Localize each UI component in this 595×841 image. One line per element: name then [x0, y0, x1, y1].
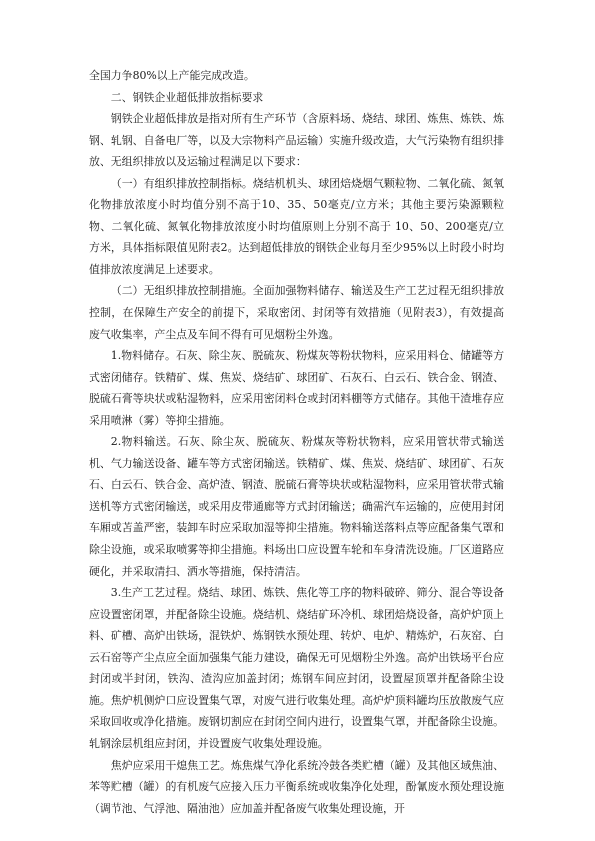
paragraph-organized-emission: （一）有组织排放控制指标。烧结机机头、球团焙烧烟气颗粒物、二氧化硫、氮氧化物排放浓度小时均值分别不高于10、35、50毫克/立方米；其他主要污染源颗粒物、二氧化硫、氮氧化物排放浓度小时均值原则上分别不高于 10、50、200毫克/立方米，具体指标限值见附表2。达到超低排放的钢铁企业每月至少95%以上时段小时均值排放浓度满足上述要求。: [89, 176, 504, 276]
paragraph-production-process: 3.生产工艺过程。烧结、球团、炼铁、焦化等工序的物料破碎、筛分、混合等设备应设置密闭罩，并配备除尘设施。烧结机、烧结矿环冷机、球团焙烧设备，高炉炉顶上料、矿槽、高炉出铁场，混铁炉、炼钢铁水预处理、转炉、电炉、精炼炉，石灰窑、白云石窑等产尘点应全面加强集气能力建设，确保无可见烟粉尘外逸。高炉出铁场平台应封闭或半封闭，铁沟、渣沟应加盖封闭；炼钢车间应封闭，设置屋顶罩并配备除尘设施。焦炉机侧炉口应设置集气罩，对废气进行收集处理。高炉炉顶料罐均压放散废气应采取回收或净化措施。废钢切割应在封闭空间内进行，设置集气罩，并配备除尘设施。轧钢涂层机组应封闭，并设置废气收集处理设施。: [89, 586, 504, 750]
document-page: [89, 65, 504, 819]
paragraph-material-storage: 1.物料储存。石灰、除尘灰、脱硫灰、粉煤灰等粉状物料，应采用料仓、储罐等方式密闭储存。铁精矿、煤、焦炭、烧结矿、球团矿、石灰石、白云石、铁合金、钢渣、脱硫石膏等块状或粘湿物料，应采用密闭料仓或封闭料棚等方式储存。其他干渣堆存应采用喷淋（雾）等抑尘措施。: [89, 349, 504, 427]
paragraph-intro-continuation: 全国力争80%以上产能完成改造。: [89, 69, 255, 82]
section-heading-ultra-low-emission-requirements: 二、钢铁企业超低排放指标要求: [110, 90, 264, 104]
paragraph-definition: 钢铁企业超低排放是指对所有生产环节（含原料场、烧结、球团、炼焦、炼铁、炼钢、轧钢、自备电厂等，以及大宗物料产品运输）实施升级改造，大气污染物有组织排放、无组织排放以及运输过程满足以下要求：: [89, 112, 504, 169]
paragraph-material-transport: 2.物料输送。石灰、除尘灰、脱硫灰、粉煤灰等粉状物料，应采用管状带式输送机、气力输送设备、罐车等方式密闭输送。铁精矿、煤、焦炭、烧结矿、球团矿、石灰石、白云石、铁合金、高炉渣、钢渣、脱硫石膏等块状或粘湿物料，应采用管状带式输送机等方式密闭输送，或采用皮带通廊等方式封闭输送；确需汽车运输的，应使用封闭车厢或苫盖严密，装卸车时应采取加湿等抑尘措施。物料输送落料点等应配备集气罩和除尘设施，或采取喷雾等抑尘措施。料场出口应设置车轮和车身清洗设施。厂区道路应硬化，并采取清扫、洒水等措施，保持清洁。: [89, 435, 504, 578]
paragraph-coke-oven: 焦炉应采用干熄焦工艺。炼焦煤气净化系统冷鼓各类贮槽（罐）及其他区域焦油、苯等贮槽（罐）的有机废气应接入压力平衡系统或收集净化处理，酚氰废水预处理设施（调节池、气浮池、隔油池）应加盖并配备废气收集处理设施，开: [89, 758, 504, 815]
paragraph-unorganized-emission: （二）无组织排放控制措施。全面加强物料储存、输送及生产工艺过程无组织排放控制，在保障生产安全的前提下，采取密闭、封闭等有效措施（见附表3），有效提高废气收集率，产尘点及车间不得有可见烟粉尘外逸。: [89, 284, 504, 341]
